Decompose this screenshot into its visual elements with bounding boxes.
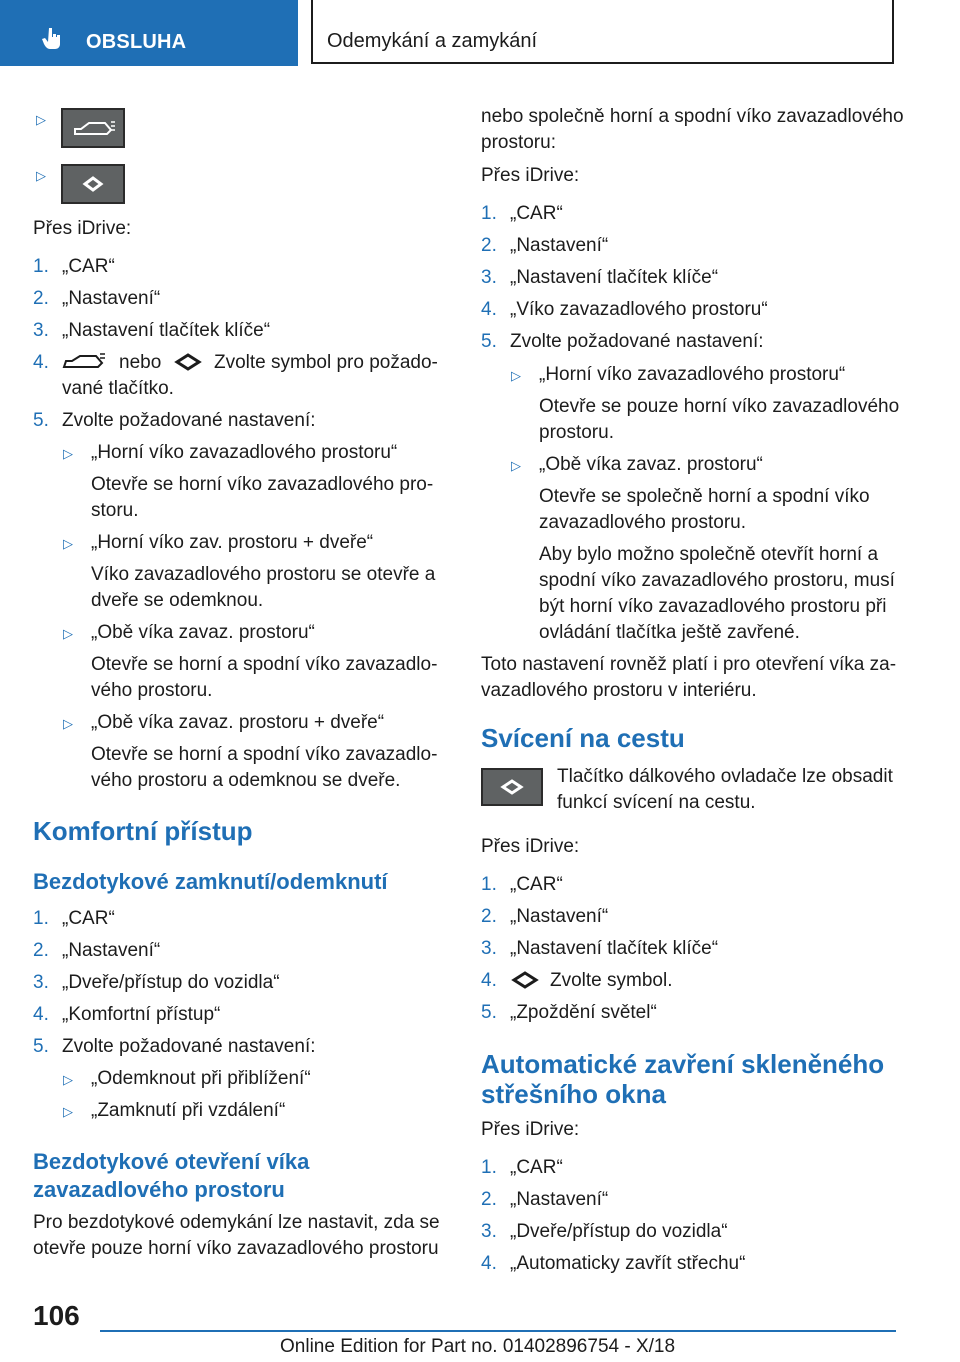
option-desc: Otevře se pouze horní víko zavazadlového xyxy=(539,396,900,417)
subsection-heading: zavazadlového prostoru xyxy=(33,1177,285,1202)
option-label: „Obě víka zavaz. prostoru“ xyxy=(91,622,315,643)
bullet-icon: ▷ xyxy=(63,1072,73,1087)
tab-label: OBSLUHA xyxy=(86,31,187,53)
step-number: 4. xyxy=(481,1253,497,1274)
via-idrive: Přes iDrive: xyxy=(481,836,580,857)
or-text: nebo xyxy=(119,352,162,373)
list-item: „Nastavení tlačítek klíče“ xyxy=(510,938,719,959)
bullet-icon: ▷ xyxy=(511,368,521,383)
step-number: 4. xyxy=(481,299,497,320)
section-heading: Komfortní přístup xyxy=(33,816,253,846)
step-number: 3. xyxy=(33,972,49,993)
list-item: „CAR“ xyxy=(62,256,115,277)
list-item: „Nastavení“ xyxy=(510,235,609,256)
option-note: ovládání tlačítka ještě zavřené. xyxy=(539,622,800,643)
step-number: 4. xyxy=(33,1004,49,1025)
list-item: „Nastavení“ xyxy=(62,940,161,961)
section-heading: Svícení na cestu xyxy=(481,723,685,753)
bullet-icon: ▷ xyxy=(63,716,73,731)
list-item: „Víko zavazadlového prostoru“ xyxy=(510,299,768,320)
list-item: „Automaticky zavřít střechu“ xyxy=(510,1253,746,1274)
diamond-icon xyxy=(510,971,540,989)
subsection-heading: Bezdotykové otevření víka xyxy=(33,1149,310,1174)
via-idrive: Přes iDrive: xyxy=(33,218,132,239)
option-label: „Odemknout při přiblížení“ xyxy=(91,1068,311,1089)
car-trunk-icon xyxy=(63,110,123,146)
option-note: spodní víko zavazadlového prostoru, musí xyxy=(539,570,895,591)
option-desc: Otevře se horní víko zavazadlového pro- xyxy=(91,474,434,495)
list-item: Zvolte požadované nastavení: xyxy=(62,410,316,431)
option-label: „Horní víko zavazadlového prostoru“ xyxy=(91,442,398,463)
subsection-heading: Bezdotykové zamknutí/odemknutí xyxy=(33,869,388,894)
bullet-icon: ▷ xyxy=(36,112,46,127)
option-desc: Otevře se horní a spodní víko zavazadlo- xyxy=(91,744,438,765)
section-heading: Automatické zavření skleněného xyxy=(481,1049,885,1079)
paragraph: nebo společně horní a spodní víko zavazadlového xyxy=(481,106,904,127)
list-item: „CAR“ xyxy=(510,1157,563,1178)
paragraph: Tlačítko dálkového ovladače lze obsadit xyxy=(557,766,893,787)
step-number: 4. xyxy=(33,352,49,373)
step-number: 2. xyxy=(481,1189,497,1210)
diamond-icon xyxy=(173,353,203,371)
step-number: 1. xyxy=(481,203,497,224)
edition-text: Online Edition for Part no. 01402896754 - X/18 xyxy=(280,1336,676,1357)
list-item: Zvolte symbol. xyxy=(550,970,673,991)
step-number: 5. xyxy=(33,1036,49,1057)
step-number: 1. xyxy=(481,874,497,895)
paragraph: Toto nastavení rovněž platí i pro otevření víka za- xyxy=(481,654,897,675)
trunk-key-button-image xyxy=(61,108,125,148)
step-number: 5. xyxy=(33,410,49,431)
step-number: 1. xyxy=(33,908,49,929)
option-desc: vého prostoru. xyxy=(91,680,213,701)
list-item: „Nastavení“ xyxy=(510,906,609,927)
section-heading: střešního okna xyxy=(481,1079,666,1109)
step-number: 3. xyxy=(481,1221,497,1242)
page-number: 106 xyxy=(33,1300,80,1331)
option-desc: dveře se odemknou. xyxy=(91,590,264,611)
list-item: Zvolte požadované nastavení: xyxy=(510,331,764,352)
list-item: „Nastavení“ xyxy=(62,288,161,309)
option-desc: Otevře se horní a spodní víko zavazadlo- xyxy=(91,654,438,675)
list-item: „Dveře/přístup do vozidla“ xyxy=(62,972,280,993)
option-desc: Otevře se společně horní a spodní víko xyxy=(539,486,870,507)
bullet-icon: ▷ xyxy=(511,458,521,473)
light-key-button-image xyxy=(61,164,125,204)
paragraph: vazadlového prostoru v interiéru. xyxy=(481,680,757,701)
step-number: 2. xyxy=(33,940,49,961)
option-label: „Obě víka zavaz. prostoru“ xyxy=(539,454,763,475)
step-number: 3. xyxy=(481,267,497,288)
bullet-icon: ▷ xyxy=(36,168,46,183)
list-item: „Dveře/přístup do vozidla“ xyxy=(510,1221,728,1242)
list-item: „Nastavení tlačítek klíče“ xyxy=(62,320,271,341)
step-number: 2. xyxy=(481,235,497,256)
option-note: být horní víko zavazadlového prostoru při xyxy=(539,596,887,617)
step-number: 3. xyxy=(481,938,497,959)
list-item: „Nastavení“ xyxy=(510,1189,609,1210)
step-number: 1. xyxy=(481,1157,497,1178)
diamond-icon xyxy=(63,166,123,202)
list-item-cont: vané tlačítko. xyxy=(62,378,174,399)
list-item: „Komfortní přístup“ xyxy=(62,1004,221,1025)
right-column xyxy=(481,0,921,1290)
car-trunk-icon xyxy=(62,352,106,372)
paragraph: Pro bezdotykové odemykání lze nastavit, zda se xyxy=(33,1212,440,1233)
list-item: Zvolte symbol pro požado- xyxy=(214,352,438,373)
step-number: 4. xyxy=(481,970,497,991)
diamond-icon xyxy=(483,770,541,804)
via-idrive: Přes iDrive: xyxy=(481,1119,580,1140)
option-desc: prostoru. xyxy=(539,422,614,443)
option-desc: zavazadlového prostoru. xyxy=(539,512,747,533)
option-label: „Horní víko zavazadlového prostoru“ xyxy=(539,364,846,385)
list-item: „CAR“ xyxy=(510,203,563,224)
option-label: „Zamknutí při vzdálení“ xyxy=(91,1100,286,1121)
option-label: „Obě víka zavaz. prostoru + dveře“ xyxy=(91,712,385,733)
list-item: „Nastavení tlačítek klíče“ xyxy=(510,267,719,288)
step-number: 5. xyxy=(481,1002,497,1023)
step-number: 5. xyxy=(481,331,497,352)
option-label: „Horní víko zav. prostoru + dveře“ xyxy=(91,532,374,553)
step-number: 3. xyxy=(33,320,49,341)
step-number: 2. xyxy=(33,288,49,309)
bullet-icon: ▷ xyxy=(63,1104,73,1119)
option-desc: Víko zavazadlového prostoru se otevře a xyxy=(91,564,436,585)
option-desc: storu. xyxy=(91,500,139,521)
option-note: Aby bylo možno společně otevřít horní a xyxy=(539,544,879,565)
list-item: „CAR“ xyxy=(510,874,563,895)
bullet-icon: ▷ xyxy=(63,626,73,641)
footer-divider xyxy=(100,1330,896,1332)
via-idrive: Přes iDrive: xyxy=(481,165,580,186)
paragraph: prostoru: xyxy=(481,132,556,153)
light-key-button-image xyxy=(481,768,543,806)
list-item: „Zpoždění světel“ xyxy=(510,1002,657,1023)
bullet-icon: ▷ xyxy=(63,446,73,461)
paragraph: funkcí svícení na cestu. xyxy=(557,792,756,813)
option-desc: vého prostoru a odemknou se dveře. xyxy=(91,770,401,791)
list-item: Zvolte požadované nastavení: xyxy=(62,1036,316,1057)
chapter-title: Odemykání a zamykání xyxy=(327,30,538,52)
list-item: „CAR“ xyxy=(62,908,115,929)
left-column xyxy=(33,0,443,1290)
paragraph: otevře pouze horní víko zavazadlového prostoru xyxy=(33,1238,439,1259)
step-number: 2. xyxy=(481,906,497,927)
bullet-icon: ▷ xyxy=(63,536,73,551)
step-number: 1. xyxy=(33,256,49,277)
